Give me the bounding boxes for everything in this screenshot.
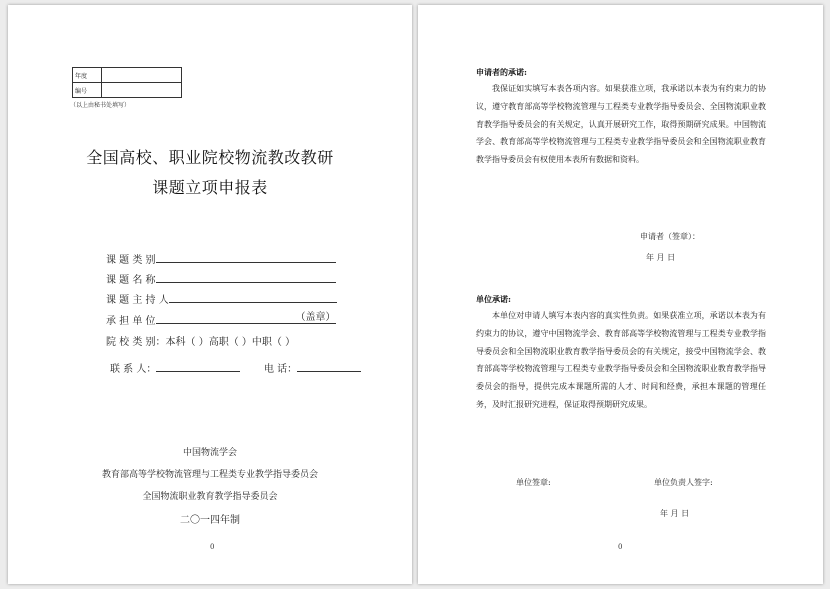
cover-page <box>8 5 412 584</box>
commitment-page <box>418 5 823 584</box>
field-contact-line[interactable] <box>156 361 240 372</box>
field-phone <box>264 360 361 375</box>
year-label: 年度 <box>73 68 102 83</box>
unit-date: 年 月 日 <box>660 509 690 518</box>
number-label: 编号 <box>73 83 102 98</box>
field-phone-label: 电 话： <box>264 364 298 375</box>
org-line-3: 全国物流职业教育教学指导委员会 <box>142 492 278 502</box>
applicant-signature: 申请者（签章）： <box>640 232 700 241</box>
year-cell[interactable] <box>102 68 182 83</box>
field-name-label: 课 题 名 称 <box>106 275 156 286</box>
org-line-2: 教育部高等学校物流管理与工程类专业教学指导委员会 <box>101 470 318 480</box>
unit-signature: 单位签章: <box>516 478 551 487</box>
page-mark-left: 0 <box>210 543 215 551</box>
field-host-label: 课 题 主 持 人 <box>106 295 169 306</box>
field-school-type[interactable]: 院 校 类 别：本科（ ）高职（ ）中职（ ） <box>106 337 296 348</box>
unit-leader-signature: 单位负责人签字: <box>654 478 713 487</box>
field-unit <box>106 312 336 327</box>
unit-commitment <box>476 307 766 414</box>
applicant-text: 我保证如实填写本表各项内容。如果获准立项，我承诺以本表为有约束力的协议，遵守教育部高等学校物流管理与工程类专业教学指导委员会、全国物流职业教育教学指导委员会的有关规定，认真开展研究工作，取得预期研究成果。中国物流学会、教育部高等学校物流管理与工程类专业教学指导委员会和全国物流职业教育教学指导委员会有权使用本表所有数据和资料。 <box>476 84 766 165</box>
field-category <box>106 251 336 266</box>
field-name-line[interactable] <box>156 272 336 283</box>
seal-label: （盖章） <box>295 312 336 323</box>
unit-text: 本单位对申请人填写本表内容的真实性负责。如果获准立项，承诺以本表为有约束力的协议，遵守中国物流学会、教育部高等学校物流管理与工程类专业教学指导委员会和全国物流职业教育教学指导委员会的有关规定，接受中国物流学会、教育部高等学校物流管理与工程类专业教学指导委员会和全国物流职业教育教学指导委员会的指导，提供完成本课题所需的人才、时间和经费，承担本课题的管理任务，及时汇报研究进程，保证取得预期研究成果。 <box>476 311 766 409</box>
admin-note: （以上由秘书处填写） <box>70 102 131 109</box>
page-mark-right: 0 <box>618 543 623 551</box>
field-name <box>106 271 336 286</box>
admin-box <box>72 67 182 98</box>
made-year: 二〇一四年制 <box>180 515 240 526</box>
field-phone-line[interactable] <box>297 361 361 372</box>
field-contact <box>110 360 240 375</box>
field-category-line[interactable] <box>156 252 336 263</box>
field-category-label: 课 题 类 别 <box>106 255 156 266</box>
field-contact-label: 联 系 人： <box>110 364 157 375</box>
form-title-line2: 课题立项申报表 <box>152 178 268 197</box>
applicant-date: 年 月 日 <box>646 253 676 262</box>
field-unit-label: 承 担 单 位 <box>106 316 156 327</box>
unit-heading: 单位承诺: <box>476 294 511 304</box>
applicant-heading: 申请者的承诺: <box>476 67 527 77</box>
field-unit-line[interactable] <box>156 313 336 324</box>
form-title-line1: 全国高校、职业院校物流教改教研 <box>86 148 334 167</box>
field-host <box>106 291 337 306</box>
number-cell[interactable] <box>102 83 182 98</box>
org-line-1: 中国物流学会 <box>182 448 237 458</box>
field-host-line[interactable] <box>169 292 337 303</box>
applicant-commitment <box>476 80 766 169</box>
